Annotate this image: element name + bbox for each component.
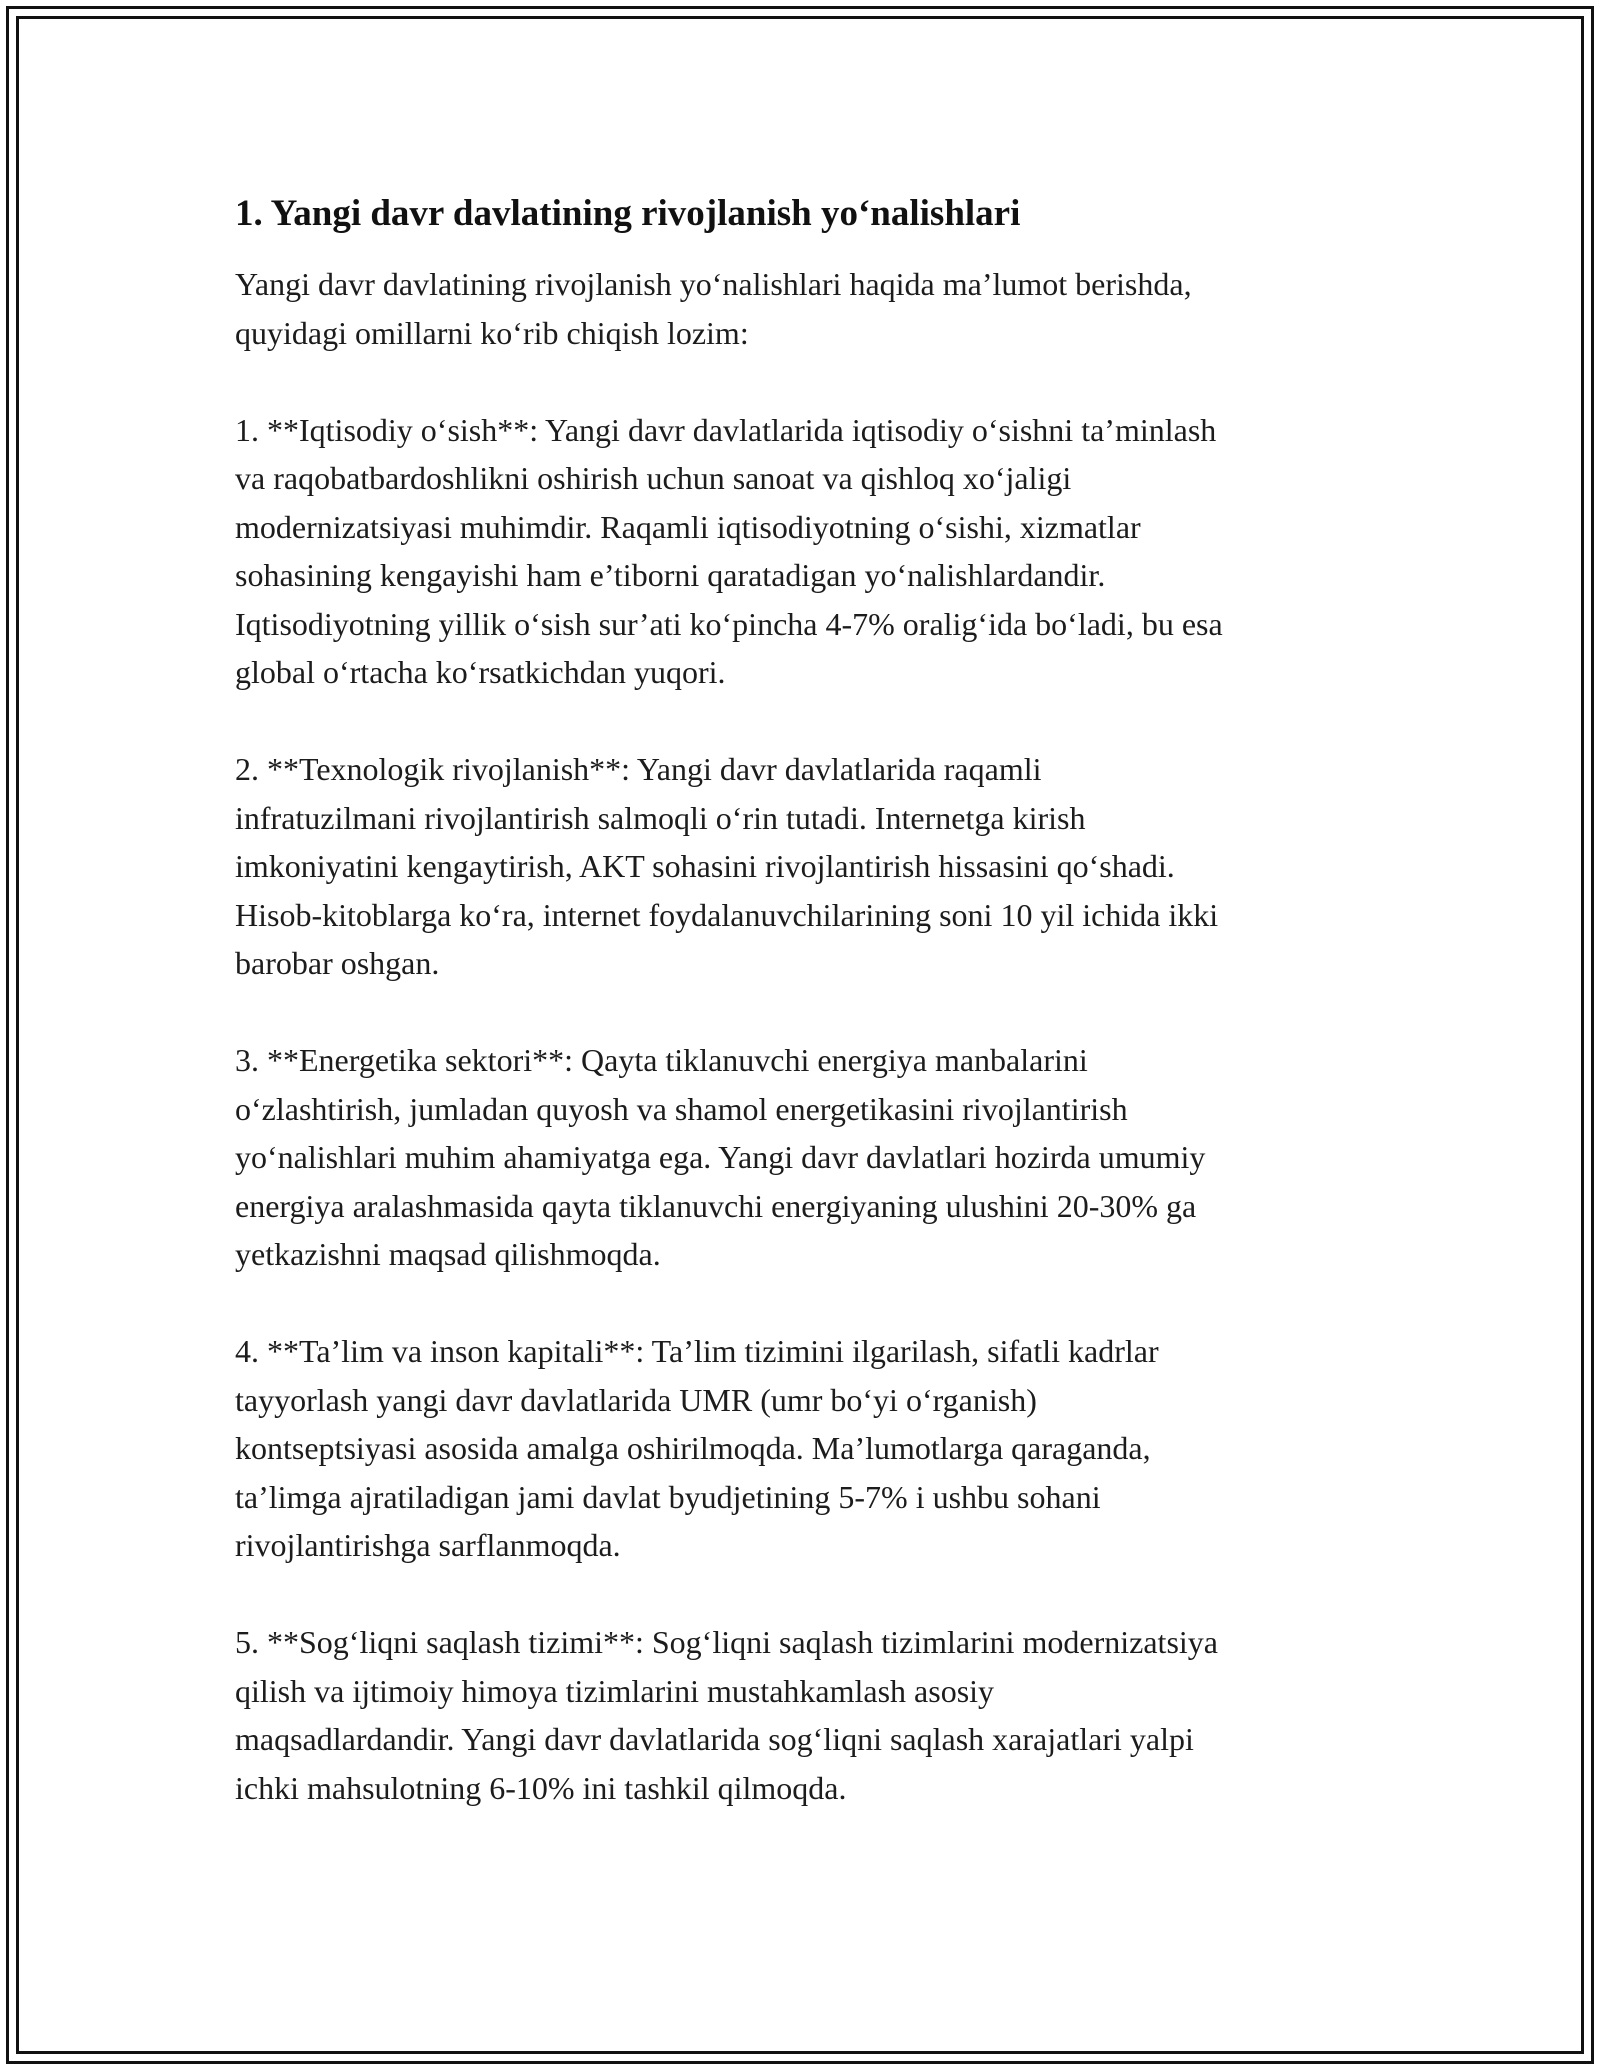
list-item-economic-growth: 1. **Iqtisodiy o‘sish**: Yangi davr davlatlarida iqtisodiy o‘sishni ta’minlash va raqobatbardoshlikni oshirish uchun sanoat va qishloq xo‘jaligi modernizatsiyasi muhimdir. Raqamli iqtisodiyotning o‘sishi, xizmatlar sohasining kengayishi ham e’tiborni qaratadigan yo‘nalishlardandir. Iqtisodiyotning yillik o‘sish sur’ati ko‘pincha 4-7% oralig‘ida bo‘ladi, bu esa global o‘rtacha ko‘rsatkichdan yuqori. — [235, 411, 1223, 690]
list-item-healthcare: 5. **Sog‘liqni saqlash tizimi**: Sog‘liqni saqlash tizimlarini modernizatsiya qilish va ijtimoiy himoya tizimlarini mustahkamlash asosiy maqsadlardandir. Yangi davr davlatlarida sog‘liqni saqlash xarajatlari yalpi ichki mahsulotning 6-10% ini tashkil qilmoqda. — [235, 1624, 1218, 1806]
list-item-education: 4. **Ta’lim va inson kapitali**: Ta’lim tizimini ilgarilash, sifatli kadrlar tayyorlash yangi davr davlatlarida UMR (umr bo‘yi o‘rganish) kontseptsiyasi asosida amalga oshirilmoqda. Ma’lumotlarga qaraganda, ta’limga ajratiladigan jami davlat byudjetining 5-7% i ushbu sohani rivojlantirishga sarflanmoqda. — [235, 1333, 1159, 1563]
list-item-technology: 2. **Texnologik rivojlanish**: Yangi davr davlatlarida raqamli infratuzilmani rivojlantirish salmoqli o‘rin tutadi. Internetga kirish imkoniyatini kengaytirish, AKT sohasini rivojlantirish hissasini qo‘shadi. Hisob-kitoblarga ko‘ra, internet foydalanuvchilarining soni 10 yil ichida ikki barobar oshgan. — [235, 751, 1219, 981]
section-heading: 1. Yangi davr davlatining rivojlanish yo‘nalishlari — [235, 193, 1021, 234]
list-item-energy: 3. **Energetika sektori**: Qayta tiklanuvchi energiya manbalarini o‘zlashtirish, jumladan quyosh va shamol energetikasini rivojlantirish yo‘nalishlari muhim ahamiyatga ega. Yangi davr davlatlari hozirda umumiy energiya aralashmasida qayta tiklanuvchi energiyaning ulushini 20-30% ga yetkazishni maqsad qilishmoqda. — [235, 1042, 1206, 1272]
document-body — [235, 188, 1375, 1861]
intro-paragraph: Yangi davr davlatining rivojlanish yo‘nalishlari haqida ma’lumot berishda, quyidagi omillarni ko‘rib chiqish lozim: — [235, 266, 1192, 351]
